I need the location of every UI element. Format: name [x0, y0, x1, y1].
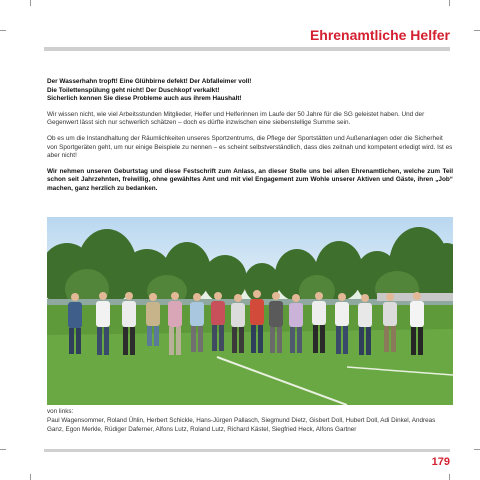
paragraph-work-hours: Wir wissen nicht, wie viel Arbeitsstunden Mitglieder, Helfer und Helferinnen im Laufe der 50 Jahre für die SG geleistet haben. Und der Gegenwert lässt sich nur schwerlich schätzen – doch es dürfte inzwischen eine siebenstellige Summe sein.	[47, 110, 425, 127]
page-number: 179	[431, 456, 450, 468]
crop-mark	[0, 449, 6, 450]
intro-line: Der Wasserhahn tropft! Eine Glühbirne defekt! Der Abfalleimer voll!	[47, 78, 252, 85]
photo-caption	[47, 408, 453, 434]
crop-mark	[474, 30, 480, 31]
page-title: Ehrenamtliche Helfer	[309, 27, 450, 43]
caption-names: Paul Wagensommer, Roland Ühlin, Herbert Schickle, Hans-Jürgen Pallasch, Siegmund Dietz, Gisbert Doll, Hubert Doll, Adi Dinkel, Andreas Ganz, Egon Merkle, Rüdiger Daferner, Alfons Lutz, Roland Lutz, Richard Kästel, Siegfried Heck, Alfons Gartner	[47, 416, 436, 433]
intro-block	[47, 78, 453, 104]
article-body	[47, 78, 453, 201]
crop-mark	[449, 474, 450, 480]
intro-line: Die Toilettenspülung geht nicht! Der Duschkopf verkalkt!	[47, 86, 220, 94]
header-divider	[44, 47, 450, 51]
crop-mark	[449, 0, 450, 6]
crop-mark	[30, 0, 31, 6]
intro-line: Sicherlich kennen Sie diese Probleme auch aus ihrem Haushalt!	[47, 95, 242, 103]
crop-mark	[0, 30, 6, 31]
crop-mark	[30, 474, 31, 480]
group-photo	[47, 217, 453, 405]
crop-mark	[474, 449, 480, 450]
paragraph-maintenance: Ob es um die Instandhaltung der Räumlichkeiten unseres Sportzentrums, die Pflege der Sportstätten und Außenanlagen oder die Sicherheit von Sportgeräten geht, um nur einige Beispiele zu nennen – es scheint selbstverständlich, dass dies zeitnah und kompetent erledigt wird. Ist es aber nicht!	[47, 134, 453, 160]
paragraph-thanks: Wir nehmen unseren Geburtstag und diese Festschrift zum Anlass, an dieser Stelle uns bei allen Ehrenamtlichen, welche zum Teil schon seit Jahrzehnten, freiwillig, ohne gewähltes Amt und mit viel Engagement zum Wohle unserer Aktiven und Gäste, ihren „Job“ machen, ganz herzlich zu bedanken.	[47, 167, 453, 192]
caption-label: von links:	[47, 408, 74, 415]
footer-divider	[44, 449, 450, 452]
